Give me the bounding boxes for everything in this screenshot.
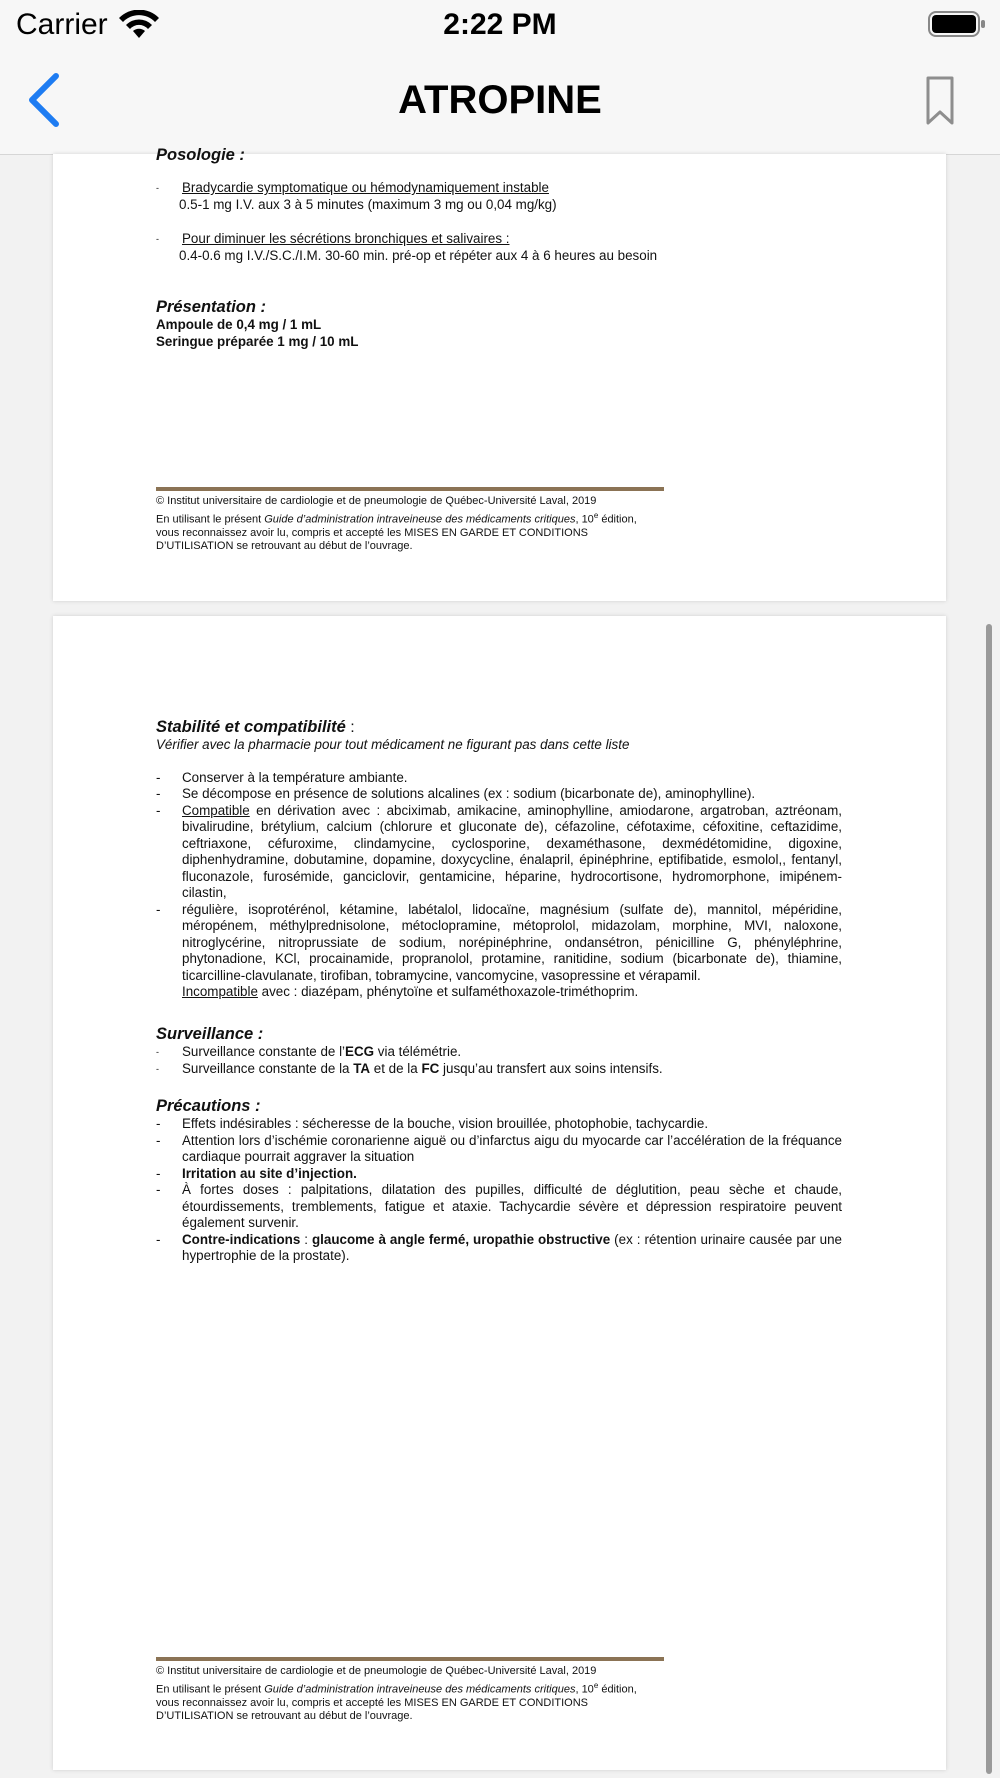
page-title: ATROPINE bbox=[398, 78, 602, 122]
precaution-text: : bbox=[300, 1231, 312, 1247]
incompatible-line bbox=[156, 984, 842, 1001]
footer-text-part: En utilisant le présent bbox=[156, 513, 265, 526]
surveillance-item bbox=[156, 1044, 842, 1061]
presentation-line: Ampoule de 0,4 mg / 1 mL bbox=[156, 317, 322, 332]
stability-note: Vérifier avec la pharmacie pour tout médicament ne figurant pas dans cette liste bbox=[156, 737, 630, 752]
surveillance-text: et de la bbox=[370, 1060, 422, 1076]
list-dash: - bbox=[156, 901, 161, 917]
guide-title: Guide d’administration intraveineuse des médicaments critiques bbox=[264, 1683, 576, 1696]
presentation-line: Seringue préparée 1 mg / 10 mL bbox=[156, 333, 359, 349]
surveillance-text: via télémétrie. bbox=[374, 1044, 462, 1059]
posologie-list bbox=[156, 180, 842, 264]
footer-line: D’UTILISATION se retrouvant au début de l’ouvrage. bbox=[156, 540, 413, 553]
stability-item-compatible-cont bbox=[156, 902, 842, 985]
precaution-item bbox=[156, 1182, 842, 1232]
posologie-item bbox=[156, 231, 842, 248]
document-page-2 bbox=[53, 616, 946, 1770]
contraindications-list: glaucome à angle fermé, uropathie obstructive bbox=[311, 1231, 611, 1247]
bookmark-icon[interactable] bbox=[926, 76, 954, 126]
status-time: 2:22 PM bbox=[443, 8, 557, 41]
precaution-item bbox=[156, 1232, 842, 1265]
footer-line: D’UTILISATION se retrouvant au début de l’ouvrage. bbox=[156, 1710, 413, 1723]
stability-item bbox=[156, 786, 842, 803]
battery-icon bbox=[928, 10, 986, 38]
surveillance-heading: Surveillance : bbox=[156, 1025, 264, 1043]
footer-superscript: e bbox=[593, 1680, 599, 1690]
precaution-item bbox=[156, 1133, 842, 1166]
posologie-item bbox=[156, 180, 842, 197]
list-dash: - bbox=[156, 1182, 161, 1197]
presentation-section bbox=[156, 298, 842, 350]
back-chevron-icon[interactable] bbox=[22, 70, 66, 130]
fc-term: FC bbox=[421, 1060, 440, 1076]
footer-rule bbox=[156, 487, 664, 491]
document-page-1 bbox=[53, 146, 946, 601]
precaution-item bbox=[156, 1116, 842, 1133]
list-dash: - bbox=[156, 1132, 161, 1148]
footer-line: vous reconnaissez avoir lu, compris et accepté les MISES EN GARDE ET CONDITIONS bbox=[156, 526, 588, 539]
carrier-label: Carrier bbox=[16, 8, 108, 41]
surveillance-item bbox=[156, 1061, 842, 1078]
list-dash: - bbox=[156, 1116, 161, 1131]
precaution-text: Irritation au site d’injection. bbox=[182, 1165, 357, 1181]
footer-text-part: En utilisant le présent bbox=[156, 1683, 265, 1696]
footer-line: © Institut universitaire de cardiologie et de pneumologie de Québec-Université Laval, 2019 bbox=[156, 495, 597, 507]
precaution-item bbox=[156, 1166, 842, 1183]
precautions-section bbox=[156, 1097, 842, 1265]
footer-superscript: e bbox=[593, 510, 599, 520]
posologie-heading-cut: Posologie : bbox=[156, 146, 245, 164]
list-dash: - bbox=[156, 1231, 161, 1247]
incompatible-text: avec : diazépam, phénytoïne et sulfaméthoxazole-triméthoprim. bbox=[257, 984, 639, 999]
posologie-detail: 0.4-0.6 mg I.V./S.C./I.M. 30-60 min. pré-op et répéter aux 4 à 6 heures au besoin bbox=[179, 247, 658, 263]
stability-heading-line bbox=[156, 718, 842, 737]
compatible-text: régulière, isoprotérénol, kétamine, labétalol, lidocaïne, magnésium (sulfate de), mannitol, mépéridine, méropénem, méthylprednisolone, métoclopramine, métoprolol, midazolam, morphine, MVI, naloxone, nitroglycérine, nitroprussiate de sodium, norépinéphrine, ondansétron, pénicilline G, phényléphrine, phytonadione, KCl, procainamide, propranolol, protamine, ranitidine, sodium (bicarbonate de), thiamine, ticarcilline-clavulanate, tirofiban, tobramycine, vancomycine, vasopressine et vérapamil. bbox=[182, 901, 842, 983]
list-dash: - bbox=[156, 786, 161, 801]
stability-item-text: Conserver à la température ambiante. bbox=[182, 769, 408, 785]
compatible-label: Compatible bbox=[182, 802, 250, 818]
ta-term: TA bbox=[353, 1060, 371, 1076]
presentation-heading: Présentation : bbox=[156, 298, 267, 316]
list-dash: - bbox=[156, 1165, 161, 1181]
footer-text-part: édition, bbox=[598, 1683, 637, 1696]
precaution-text: Effets indésirables : sécheresse de la bouche, vision brouillée, photophobie, tachycardie. bbox=[182, 1116, 709, 1131]
incompatible-label: Incompatible bbox=[182, 984, 258, 999]
precaution-text: (ex : rétention urinaire causée par une hypertrophie de la prostate). bbox=[182, 1231, 842, 1263]
posologie-detail: 0.5-1 mg I.V. aux 3 à 5 minutes (maximum 3 mg ou 0,04 mg/kg) bbox=[179, 196, 557, 212]
list-dash: - bbox=[156, 234, 159, 244]
copyright-footer bbox=[156, 1665, 676, 1724]
contraindications-label: Contre-indications bbox=[182, 1231, 301, 1247]
list-dash: - bbox=[156, 1063, 159, 1074]
footer-line: © Institut universitaire de cardiologie et de pneumologie de Québec-Université Laval, 2019 bbox=[156, 1665, 597, 1677]
ecg-term: ECG bbox=[345, 1044, 375, 1059]
posologie-label: Bradycardie symptomatique ou hémodynamiquement instable bbox=[182, 180, 549, 195]
footer-rule bbox=[156, 1657, 664, 1661]
status-bar bbox=[0, 0, 1000, 52]
stability-item bbox=[156, 770, 842, 787]
surveillance-text: Surveillance constante de la bbox=[182, 1060, 354, 1076]
footer-line bbox=[156, 509, 676, 527]
navigation-bar bbox=[0, 52, 1000, 155]
stability-item-text: Se décompose en présence de solutions alcalines (ex : sodium (bicarbonate de), aminophylline). bbox=[182, 786, 756, 801]
precautions-heading: Précautions : bbox=[156, 1097, 261, 1115]
stability-heading: Stabilité et compatibilité bbox=[156, 718, 346, 736]
stability-section bbox=[156, 718, 842, 1001]
surveillance-text: jusqu’au transfert aux soins intensifs. bbox=[439, 1060, 663, 1076]
list-dash: - bbox=[156, 769, 161, 785]
footer-line bbox=[156, 1679, 676, 1697]
precaution-text: À fortes doses : palpitations, dilatation des pupilles, difficulté de déglutition, peau sèche et chaude, étourdissements, tremblements, fatigue et ataxie. Tachycardie sévère et dépression respiratoire peuvent également survenir. bbox=[182, 1182, 842, 1230]
list-dash: - bbox=[156, 802, 161, 818]
compatible-text: en dérivation avec : abciximab, amikacine, aminophylline, amiodarone, argatroban, aztréonam, bivalirudine, brétylium, calcium (chlorure et gluconate de), céfazoline, céfotaxime, céfoxitine, ceftazidime, ceftriaxone, céfuroxime, clindamycine, cyclosporine, dexaméthasone, dexmédétomidine, digoxine, diphenhydramine, dobutamine, dopamine, doxycycline, énalapril, épinéphrine, eptifibatide, esmolol,, fentanyl, fluconazole, furosémide, ganciclovir, gentamicine, héparine, hydrocortisone, hydromorphone, imipénem-cilastin, bbox=[182, 802, 842, 900]
vertical-scrollbar[interactable] bbox=[986, 624, 992, 1774]
footer-text-part: , 10 bbox=[575, 1683, 594, 1696]
list-dash: - bbox=[156, 1047, 159, 1057]
surveillance-section bbox=[156, 1025, 842, 1077]
copyright-footer bbox=[156, 495, 676, 554]
list-dash: - bbox=[156, 183, 159, 193]
footer-line: vous reconnaissez avoir lu, compris et accepté les MISES EN GARDE ET CONDITIONS bbox=[156, 1696, 588, 1709]
stability-item-compatible bbox=[156, 803, 842, 902]
posologie-label: Pour diminuer les sécrétions bronchiques et salivaires : bbox=[182, 231, 510, 246]
footer-text-part: édition, bbox=[598, 513, 637, 526]
heading-colon: : bbox=[345, 719, 355, 736]
footer-text-part: , 10 bbox=[575, 513, 594, 526]
surveillance-text: Surveillance constante de l’ bbox=[182, 1044, 346, 1059]
precaution-text: Attention lors d’ischémie coronarienne aiguë ou d’infarctus aigu du myocarde car l’accélération de la fréquance cardiaque pourrait aggraver la situation bbox=[182, 1132, 842, 1164]
guide-title: Guide d’administration intraveineuse des médicaments critiques bbox=[264, 513, 576, 526]
